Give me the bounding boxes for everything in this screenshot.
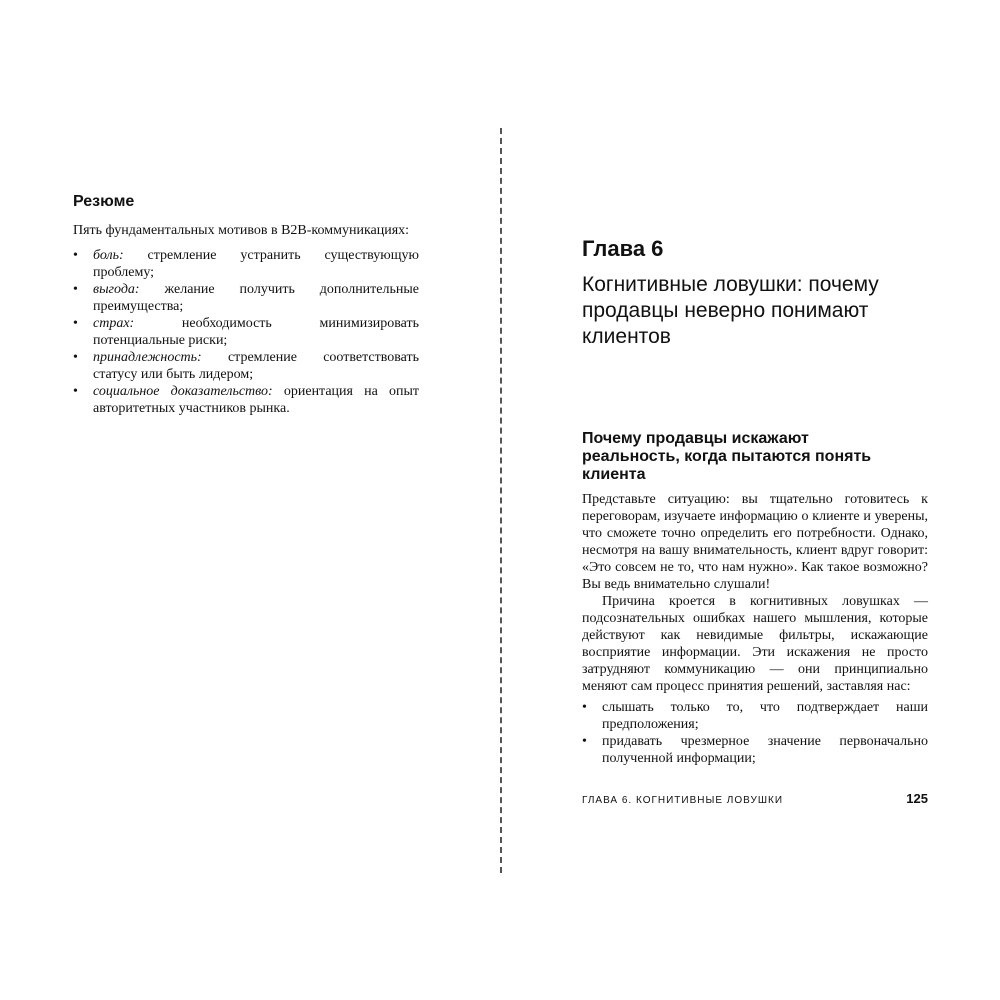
list-item: [582, 699, 928, 733]
bullet-icon: •: [582, 734, 587, 749]
list-item: [582, 733, 928, 767]
motive-text: необходимость минимизировать потенциальные риски;: [93, 316, 419, 348]
bullet-icon: •: [73, 248, 78, 263]
resume-title: Резюме: [73, 193, 135, 210]
bullet-icon: •: [73, 350, 78, 365]
motive-text: стремление соответствовать статусу или быть лидером;: [93, 350, 419, 382]
chapter-title: Когнитивные ловушки: почему продавцы неверно понимают клиентов: [582, 273, 879, 348]
motive-term: принадлежность:: [93, 350, 202, 365]
running-head: ГЛАВА 6. КОГНИТИВНЫЕ ЛОВУШКИ: [582, 795, 784, 806]
motive-term: боль:: [93, 248, 124, 263]
list-item: [73, 247, 419, 281]
right-page: [500, 0, 1000, 1000]
resume-list: [73, 247, 419, 417]
bullet-icon: •: [73, 316, 78, 331]
body-list: [582, 699, 928, 767]
list-item: [73, 349, 419, 383]
motive-term: социальное доказательство:: [93, 384, 273, 399]
section-title: Почему продавцы искажают реальность, когда пытаются понять клиента: [582, 430, 872, 483]
list-item-text: придавать чрезмерное значение первоначально полученной информации;: [602, 734, 928, 766]
motive-text: стремление устранить существующую проблему;: [93, 248, 419, 280]
motive-term: выгода:: [93, 282, 140, 297]
motive-text: ориентация на опыт авторитетных участников рынка.: [93, 384, 419, 416]
bullet-icon: •: [582, 700, 587, 715]
motive-text: желание получить дополнительные преимущества;: [93, 282, 419, 314]
chapter-number: Глава 6: [582, 236, 664, 261]
paragraph: Причина кроется в когнитивных ловушках — подсознательных ошибках нашего мышления, которые действуют как невидимые фильтры, искажающие восприятие информации. Эти искажения не просто затрудняют коммуникацию — они принципиально меняют сам процесс принятия решений, заставляя нас:: [582, 594, 928, 694]
page-number: 125: [906, 791, 928, 806]
list-item-text: слышать только то, что подтверждает наши предположения;: [602, 700, 928, 732]
resume-intro: Пять фундаментальных мотивов в B2B-коммуникациях:: [73, 223, 410, 238]
bullet-icon: •: [73, 384, 78, 399]
bullet-icon: •: [73, 282, 78, 297]
list-item: [73, 315, 419, 349]
body-text: [582, 491, 928, 767]
list-item: [73, 281, 419, 315]
paragraph: Представьте ситуацию: вы тщательно готовитесь к переговорам, изучаете информацию о клиенте и уверены, что сможете точно определить его потребности. Однако, несмотря на вашу внимательность, клиент вдруг говорит: «Это совсем не то, что нам нужно». Как такое возможно? Вы ведь внимательно слушали!: [582, 492, 928, 592]
list-item: [73, 383, 419, 417]
motive-term: страх:: [93, 316, 135, 331]
